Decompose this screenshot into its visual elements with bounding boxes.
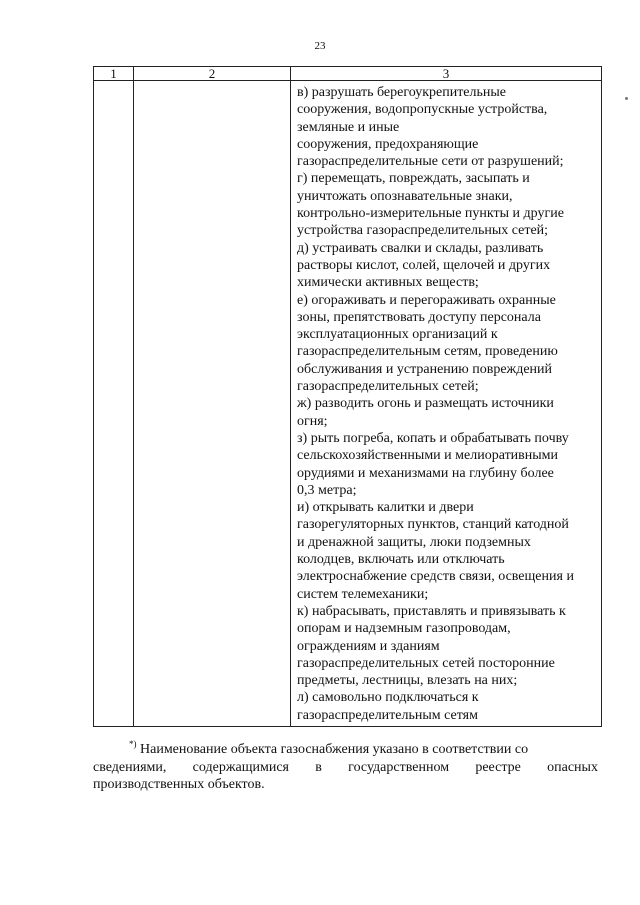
text-line: е) огораживать и перегораживать охранные <box>297 292 556 308</box>
text-line: и дренажной защиты, люки подземных <box>297 534 531 550</box>
header-row <box>94 67 602 81</box>
text-line: опорам и надземным газопроводам, <box>297 621 511 637</box>
restrictions-table <box>93 66 602 727</box>
text-line: сооружения, водопропускные устройства, <box>297 102 548 118</box>
text-line: огня; <box>297 413 328 429</box>
text-line: колодцев, включать или отключать <box>297 552 505 568</box>
footnote-line-2 <box>93 759 598 777</box>
text-line: в) разрушать берегоукрепительные <box>297 85 507 100</box>
text-line: орудиями и механизмами на глубину более <box>297 465 554 481</box>
text-line: устройства газораспределительных сетей; <box>297 223 549 239</box>
text-line: г) перемещать, повреждать, засыпать и <box>297 171 530 187</box>
text-line: 0,3 метра; <box>297 482 357 498</box>
footnote-marker: *) <box>129 739 137 749</box>
text-line: и) открывать калитки и двери <box>297 500 474 516</box>
footnote-word: в <box>315 759 322 775</box>
text-line: к) набрасывать, приставлять и привязывать к <box>297 603 566 619</box>
text-line: сельскохозяйственными и мелиоративными <box>297 448 559 464</box>
text-line: растворы кислот, солей, щелочей и других <box>297 257 551 273</box>
footnote-word: содержащимися <box>192 759 289 775</box>
page-number: 23 <box>314 40 326 52</box>
text-line: электроснабжение средств связи, освещения и <box>297 569 574 585</box>
text-line: д) устраивать свалки и склады, разливать <box>297 240 544 256</box>
restrictions-text <box>291 81 601 726</box>
text-line: уничтожать опознавательные знаки, <box>297 188 513 204</box>
text-line: газораспределительных сетей посторонние <box>297 655 555 671</box>
header-col-3: 3 <box>291 67 602 81</box>
text-line: газораспределительным сетям, проведению <box>297 344 558 360</box>
cell-col-3 <box>291 81 602 727</box>
footnote-text-1: Наименование объекта газоснабжения указано в соответствии со <box>140 742 529 757</box>
scan-speck <box>625 97 628 100</box>
text-line: контрольно-измерительные пункты и другие <box>297 206 564 222</box>
text-line: ж) разводить огонь и размещать источники <box>297 396 554 412</box>
text-line: предметы, лестницы, влезать на них; <box>297 673 518 689</box>
footnote-word: сведениями, <box>93 759 167 775</box>
header-col-1: 1 <box>94 67 134 81</box>
header-col-2: 2 <box>134 67 291 81</box>
text-line: зоны, препятствовать доступу персонала <box>297 309 541 325</box>
text-line: газораспределительным сетям <box>297 707 478 723</box>
text-line: систем телемеханики; <box>297 586 429 602</box>
cell-col-2 <box>134 81 291 727</box>
cell-col-1 <box>94 81 134 727</box>
text-line: ограждениям и зданиям <box>297 638 440 654</box>
text-line: газораспределительные сети от разрушений; <box>297 154 564 170</box>
footnote <box>93 741 598 794</box>
text-line: газораспределительных сетей; <box>297 379 479 395</box>
text-line: земляные и иные <box>297 119 400 135</box>
text-line: химически активных веществ; <box>297 275 479 291</box>
footnote-line-3: производственных объектов. <box>93 777 265 792</box>
text-line: л) самовольно подключаться к <box>297 690 479 706</box>
footnote-word: опасных <box>547 759 598 775</box>
text-line: эксплуатационных организаций к <box>297 327 498 343</box>
footnote-word: государственном <box>348 759 450 775</box>
footnote-line-1 <box>93 741 598 759</box>
text-line: сооружения, предохраняющие <box>297 136 479 152</box>
text-line: з) рыть погреба, копать и обрабатывать почву <box>297 430 569 446</box>
text-line: обслуживания и устранению повреждений <box>297 361 553 377</box>
text-line: газорегуляторных пунктов, станций катодной <box>297 517 569 533</box>
footnote-word: реестре <box>475 759 521 775</box>
table-row <box>94 81 602 727</box>
